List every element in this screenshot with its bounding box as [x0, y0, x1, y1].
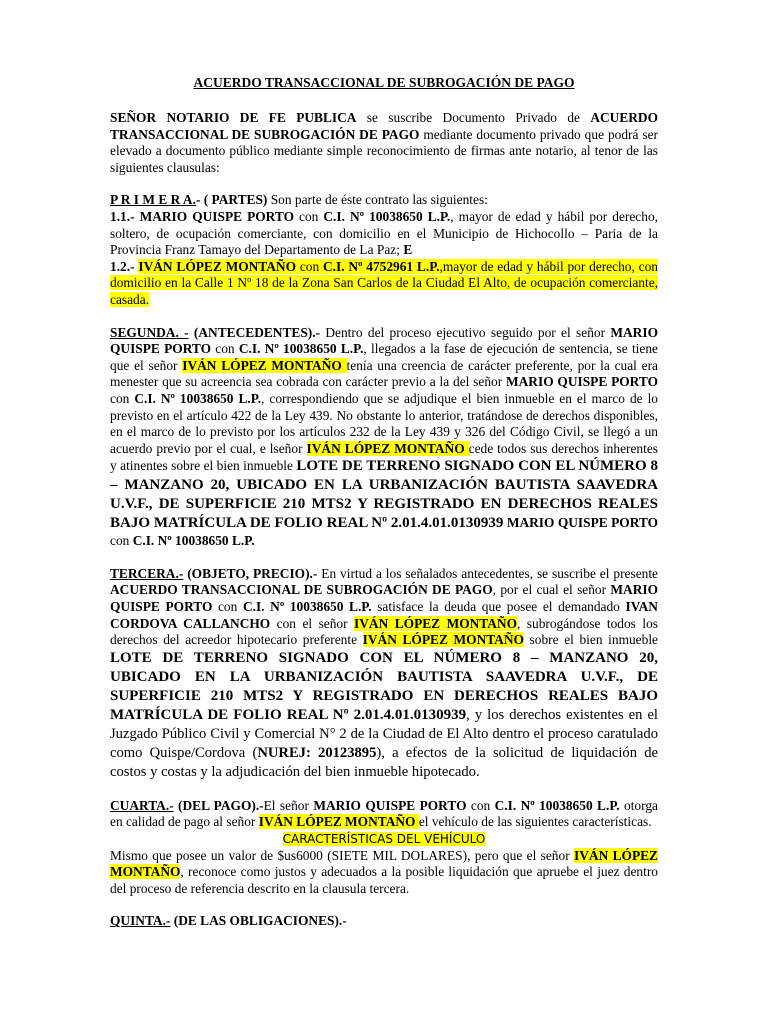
highlighted-name: IVÁN LÓPEZ MONTAÑO	[182, 357, 347, 373]
party-2: 1.2.- IVÁN LÓPEZ MONTAÑO con C.I. Nº 4752961 L.P.,mayor de edad y hábil por derecho, con domicilio en la Calle 1 Nº 18 de la Zona San Carlos de la Ciudad El Alto, de ocupación comerciante, casada.	[110, 258, 658, 307]
clause-tercera: TERCERA.- (OBJETO, PRECIO).- En virtud a los señalados antecedentes, se suscribe el presente ACUERDO TRANSACCIONAL DE SUBROGACIÓN DE PAGO, por el cual el señor MARIO QUISPE PORTO con C.I. Nº 10038650 L.P. satisface la deuda que posee el demandado IVAN CORDOVA CALLANCHO con el señor IVÁN LÓPEZ MONTAÑO, subrogándose todos los derechos del acreedor hipotecario preferente IVÁN LÓPEZ MONTAÑO sobre el bien inmueble LOTE DE TERRENO SIGNADO CON EL NÚMERO 8 – MANZANO 20, UBICADO EN LA URBANIZACIÓN BAUTISTA SAAVEDRA U.V.F., DE SUPERFICIE 210 MTS2 Y REGISTRADO EN DERECHOS REALES BAJO MATRÍCULA DE FOLIO REAL Nº 2.01.4.01.0130939, y los derechos existentes en el Juzgado Público Civil y Comercial N° 2 de la Ciudad de El Alto dentro el proceso caratulado como Quispe/Cordova (NUREJ: 20123895), a efectos de la solicitud de liquidación de costos y costas y la adjudicación del bien inmueble hipotecado.	[110, 565, 658, 780]
clause-label: TERCERA.-	[110, 565, 184, 581]
highlighted-name: IVÁN LÓPEZ MONTAÑO	[258, 814, 419, 830]
clause-segunda: SEGUNDA. - (ANTECEDENTES).- Dentro del proceso ejecutivo seguido por el señor MARIO QUISPE PORTO con C.I. Nº 10038650 L.P., llegados a la fase de ejecución de sentencia, se tiene que el señor IVÁN LÓPEZ MONTAÑO tenía una creencia de carácter preferente, por la cual era menester que su acreencia sea cobrada con carácter previo a la del señor MARIO QUISPE PORTO con C.I. Nº 10038650 L.P., correspondiendo que se adjudique el bien inmueble en el marco de lo previsto en el artículo 422 de la Ley 439. No obstante lo anterior, tratándose de derechos disponibles, en el marco de lo previsto por los artículos 232 de la Ley 439 y 326 del Código Civil, se llegó a un acuerdo previo por el cual, e lseñor IVÁN LÓPEZ MONTAÑO cede todos sus derechos inherentes y atinentes sobre el bien inmueble LOTE DE TERRENO SIGNADO CON EL NÚMERO 8 – MANZANO 20, UBICADO EN LA URBANIZACIÓN BAUTISTA SAAVEDRA U.V.F., DE SUPERFICIE 210 MTS2 Y REGISTRADO EN DERECHOS REALES BAJO MATRÍCULA DE FOLIO REAL Nº 2.01.4.01.0130939 MARIO QUISPE PORTO con C.I. Nº 10038650 L.P.	[110, 324, 658, 549]
document-title: ACUERDO TRANSACCIONAL DE SUBROGACIÓN DE PAGO	[193, 75, 575, 90]
clause-label: CUARTA.-	[110, 797, 174, 813]
property-description: LOTE DE TERRENO SIGNADO CON EL NÚMERO 8 – MANZANO 20, UBICADO EN LA URBANIZACIÓN BAUTISTA SAAVEDRA U.V.F., DE SUPERFICIE 210 MTS2 Y REGISTRADO EN DERECHOS REALES BAJO MATRÍCULA DE FOLIO REAL Nº 2.01.4.01.0130939	[110, 649, 658, 723]
clause-label: SEGUNDA. -	[110, 324, 189, 340]
vehicle-heading: CARACTERÍSTICAS DEL VEHÍCULO	[282, 832, 486, 847]
highlighted-name: IVÁN LÓPEZ MONTAÑO	[138, 258, 297, 274]
clause-primera	[110, 192, 658, 308]
notary-label: SEÑOR NOTARIO DE FE PUBLICA	[110, 110, 357, 125]
highlighted-name: IVÁN LÓPEZ MONTAÑO	[306, 440, 469, 456]
primera-heading: P R I M E R A.- ( PARTES) Son parte de éste contrato las siguientes:	[110, 192, 488, 208]
highlighted-name: IVÁN LÓPEZ MONTAÑO	[362, 632, 524, 648]
clause-quinta: QUINTA.- (DE LAS OBLIGACIONES).-	[110, 913, 347, 929]
clause-label: P R I M E R A.	[110, 192, 196, 208]
intro-paragraph: SEÑOR NOTARIO DE FE PUBLICA se suscribe Documento Privado de ACUERDO TRANSACCIONAL DE SUBROGACIÓN DE PAGO mediante documento privado que podrá ser elevado a documento público mediante simple reconocimiento de firmas ante notario, al tenor de las siguientes clausulas:	[110, 110, 659, 175]
party-1: 1.1.- MARIO QUISPE PORTO con C.I. Nº 10038650 L.P., mayor de edad y hábil por derecho, soltero, de ocupación comerciante, con domicilio en el Municipio de Hichocollo – Paria de la Provincia Franz Tamayo del Departamento de La Paz; E	[110, 208, 658, 258]
property-description: LOTE DE TERRENO SIGNADO CON EL NÚMERO 8 – MANZANO 20, UBICADO EN LA URBANIZACIÓN BAUTISTA SAAVEDRA U.V.F., DE SUPERFICIE 210 MTS2 Y REGISTRADO EN DERECHOS REALES BAJO MATRÍCULA DE FOLIO REAL Nº 2.01.4.01.0130939	[110, 458, 658, 532]
clause-label: QUINTA.-	[110, 913, 171, 929]
clause-cuarta: CUARTA.- (DEL PAGO).-El señor MARIO QUISPE PORTO con C.I. Nº 10038650 L.P. otorga en calidad de pago al señor IVÁN LÓPEZ MONTAÑO el vehículo de las siguientes características. CARACTERÍSTICAS DEL VEHÍCULO Mismo que posee un valor de $us6000 (SIETE MIL DOLARES), pero que el señor IVÁN LÓPEZ MONTAÑO, reconoce como justos y adecuados a la posible liquidación que apruebe el juez dentro del proceso de referencia descrito en la clausula tercera.	[110, 797, 658, 896]
nurej-number: NUREJ: 20123895	[257, 744, 377, 761]
highlighted-name: IVÁN LÓPEZ MONTAÑO	[354, 615, 517, 631]
highlighted-name: IVÁN LÓPEZ MONTAÑO	[110, 847, 658, 880]
